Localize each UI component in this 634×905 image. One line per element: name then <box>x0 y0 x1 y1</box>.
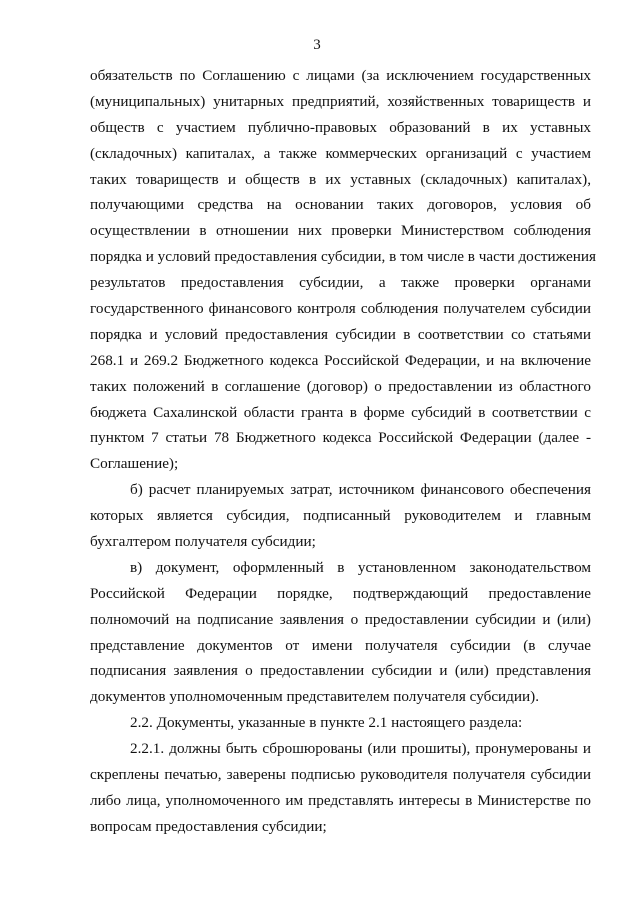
text-line: государственного финансового контроля соблюдения получателем субсидии <box>90 300 591 318</box>
paragraph-p3 <box>90 555 591 710</box>
text-line: вопросам предоставления субсидии; <box>90 817 327 835</box>
text-line: представление документов от имени получателя субсидии (в случае <box>90 636 591 654</box>
text-line: либо лица, уполномоченного им представлять интересы в Министерстве по <box>90 791 591 809</box>
text-line: пунктом 7 статьи 78 Бюджетного кодекса Российской Федерации (далее - <box>90 429 591 447</box>
document-body <box>90 63 596 840</box>
text-line: таких положений в соглашение (договор) о предоставлении из областного <box>90 377 591 395</box>
text-line: которых является субсидия, подписанный руководителем и главным <box>90 507 591 525</box>
text-line: бюджета Сахалинской области гранта в форме субсидий в соответствии с <box>90 403 591 421</box>
text-line: обществ с участием публично-правовых образований в их уставных <box>90 118 591 136</box>
text-line: порядка и условий предоставления субсидии, в том числе в части достижения <box>90 248 596 266</box>
paragraph-p2 <box>90 477 591 555</box>
paragraph-p1 <box>90 63 596 477</box>
paragraph-p5 <box>90 736 591 840</box>
text-line: 2.2.1. должны быть сброшюрованы (или прошиты), пронумерованы и <box>130 740 591 758</box>
text-line: (складочных) капиталах, а также коммерческих организаций с участием <box>90 144 591 162</box>
page-number: 3 <box>313 37 321 53</box>
text-line: (муниципальных) унитарных предприятий, хозяйственных товариществ и <box>90 92 591 110</box>
text-line: полномочий на подписание заявления о предоставлении субсидии и (или) <box>90 610 591 628</box>
text-line: Российской Федерации порядке, подтверждающий предоставление <box>90 584 591 602</box>
text-line: осуществлении в отношении них проверки Министерством соблюдения <box>90 222 591 240</box>
text-line: 268.1 и 269.2 Бюджетного кодекса Российской Федерации, и на включение <box>90 351 591 369</box>
text-line: таких товариществ и обществ в их уставных (складочных) капиталах), <box>90 170 591 188</box>
text-line: скреплены печатью, заверены подписью руководителя получателя субсидии <box>90 766 591 784</box>
paragraph-p4 <box>90 710 591 736</box>
text-line: обязательств по Соглашению с лицами (за исключением государственных <box>90 67 591 84</box>
text-line: в) документ, оформленный в установленном законодательством <box>130 558 591 576</box>
text-line: порядка и условий предоставления субсидии в соответствии со статьями <box>90 325 591 343</box>
text-line: бухгалтером получателя субсидии; <box>90 533 316 551</box>
text-line: подписания заявления о предоставлении субсидии и (или) представления <box>90 662 591 680</box>
text-line: результатов предоставления субсидии, а также проверки органами <box>90 274 591 292</box>
text-line: б) расчет планируемых затрат, источником финансового обеспечения <box>130 481 591 499</box>
text-line: Соглашение); <box>90 455 179 473</box>
text-line: документов уполномоченным представителем получателя субсидии). <box>90 688 540 706</box>
text-line: 2.2. Документы, указанные в пункте 2.1 настоящего раздела: <box>130 714 523 732</box>
text-line: получающими средства на основании таких договоров, условия об <box>90 196 591 214</box>
